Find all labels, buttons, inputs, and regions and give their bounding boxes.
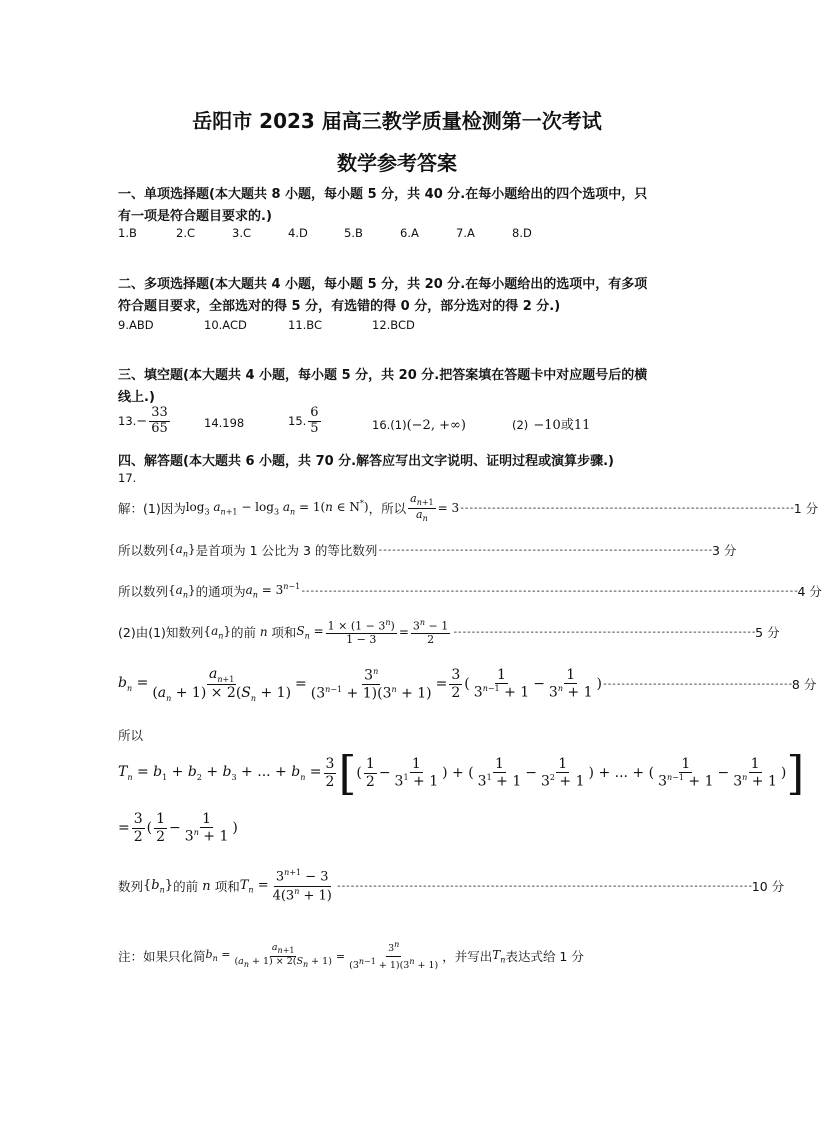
answer-3: 3.C (232, 226, 252, 240)
solution-sum-simplified: = $\frac{3}{2}$ ( $\frac{1}{2}$ − $\frac{1}{3^n + 1}$ ) (118, 811, 238, 845)
answer-4: 4.D (288, 226, 308, 240)
section1-heading-line2: 有一项是符合题目要求的.) (118, 209, 272, 224)
page-subtitle: 数学参考答案 (337, 151, 457, 175)
answer-16-part2: (2) −10或11 (512, 418, 591, 433)
solution-step-1: 解：(1)因为 $\log_3 a_{n+1} - \log_3 a_n = 1(n$ ∈ N*) ，所以 $\frac{a_{n+1}}{a_n}$ = 3 -------------------------------------------------------------------------- 1 分 (118, 492, 819, 523)
solution-note: 注：如果只化简 $b_n$ = $\frac{a_{n+1}}{(a_n + 1) \times 2(S_n + 1)}$ = $\frac{3^n}{(3^{n-1} + 1)(3^n + 1)}$ ，并写出 $T_n$ 表达式给 1 分 (118, 940, 584, 971)
answer-15-fraction: $\frac{6}{5}$ (310, 405, 319, 436)
page-title: 岳阳市 2023 届高三教学质量检测第一次考试 (192, 109, 602, 133)
answer-9: 9.ABD (118, 318, 154, 332)
solution-step-5: $b_n$ = $\frac{a_{n+1}}{(a_n + 1) \times 2(S_n + 1)}$ = $\frac{3^n}{(3^{n-1} + 1)(3^n + 1)}$ = $\frac{3}{2}$ ( $\frac{1}{3^{n-1} + 1}$ − $\frac{1}{3^n + 1}$ ) ------------------------------------------ 8 分 (118, 665, 817, 703)
answer-5: 5.B (344, 226, 363, 240)
answer-16-part1: 16.(1)(−2, +∞) (372, 418, 466, 433)
answer-10: 10.ACD (204, 318, 247, 332)
section1-heading-line1: 一、单项选择题(本大题共 8 小题，每小题 5 分，共 40 分.在每小题给出的四个选项中，只 (118, 187, 648, 202)
answer-8: 8.D (512, 226, 532, 240)
answer-15: 15. $\frac{6}{5}$ (288, 405, 319, 436)
answer-11: 11.BC (288, 318, 323, 332)
section3-heading-line2: 线上.) (118, 390, 155, 405)
section2-heading-line1: 二、多项选择题(本大题共 4 小题，每小题 5 分，共 20 分.在每小题给出的选项中，有多项 (118, 277, 648, 292)
solution-sum-expansion: $T_n = b_1 + b_2 + b_3$ + ... + $b_n$ = $\frac{3}{2}$ [ ( $\frac{1}{2}$ − $\frac{1}{3^1 + 1}$ ) + ( $\frac{1}{3^1 + 1}$ − $\frac{1}{3^2 + 1}$ ) + ... + ( $\frac{1}{3^{n-1} + 1}$ − $\frac{1}{3^n + 1}$ ) ] (118, 746, 805, 800)
so-label: 所以 (118, 728, 144, 743)
answer-1: 1.B (118, 226, 137, 240)
solution-step-4: (2)由(1)知数列 $\{a_n\}$ 的前 n 项和 $S_n$ = $\frac{1 \times (1 - 3^n)}{1 - 3}$ = $\frac{3^n - 1}{2}$ ------------------------------------------------------------------- 5 分 (118, 617, 780, 646)
answer-14: 14.198 (204, 416, 245, 430)
solution-step-3: 所以数列 $\{a_n\}$ 的通项为 $a_n = 3^{n-1}$ -------------------------------------------------------------------------------------------------------------- 4 分 (118, 582, 822, 600)
section2-heading-line2: 符合题目要求，全部选对的得 5 分，有选错的得 0 分，部分选对的得 2 分.) (118, 299, 561, 314)
answer-2: 2.C (176, 226, 196, 240)
solution-step-2: 所以数列 $\{a_n\}$ 是首项为 1 公比为 3 的等比数列 -------------------------------------------------------------------------- 3 分 (118, 541, 737, 559)
answer-7: 7.A (456, 226, 475, 240)
answer-13-fraction: $\frac{33}{65}$ (151, 405, 168, 436)
solution-final: 数列 $\{b_n\}$ 的前 n 项和 $T_n$ = $\frac{3^{n+1} - 3}{4(3^n + 1)}$ -------------------------------------------------------------------------------------------- 10 分 (118, 868, 785, 903)
answer-13: 13. − $\frac{33}{65}$ (118, 405, 168, 436)
section3-heading-line1: 三、填空题(本大题共 4 小题，每小题 5 分，共 20 分.把答案填在答题卡中对应题号后的横 (118, 368, 648, 383)
question-17-label: 17. (118, 471, 137, 485)
answer-6: 6.A (400, 226, 419, 240)
section4-heading: 四、解答题(本大题共 6 小题，共 70 分.解答应写出文字说明、证明过程或演算步骤.) (118, 454, 614, 469)
answer-12: 12.BCD (372, 318, 415, 332)
